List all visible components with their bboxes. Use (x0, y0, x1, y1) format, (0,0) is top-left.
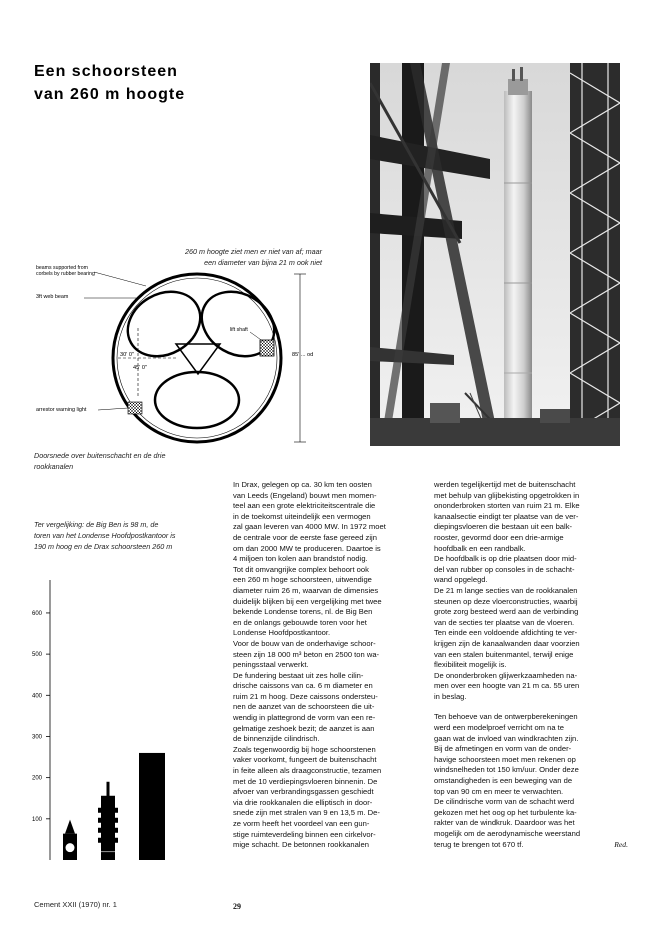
photo-caption-line-2: een diameter van bijna 21 m ook niet (204, 258, 322, 267)
y-tick-label: 500 (32, 652, 43, 659)
text-line: Ten einde een voldoende afdichting te ver- (434, 628, 578, 638)
text-line: 4 miljoen ton kolen aan brandstof nodig. (233, 554, 368, 564)
text-line: hoofdbalk en een randbalk. (434, 543, 526, 553)
text-line: werden tegelijkertijd met de buitenschacht (434, 480, 576, 489)
y-tick-label: 100 (32, 816, 43, 823)
text-line: gekozen met het oog op het turbulente ka- (434, 807, 577, 817)
text-line: mogelijk om de aerodynamische weerstand (434, 829, 581, 838)
text-line: windsnelheden tot 150 km/uur. Onder deze (434, 765, 579, 775)
article-title (34, 60, 185, 106)
big-ben-spire (65, 820, 75, 834)
text-line: een 260 m hoge schoorsteen, uitwendige (233, 575, 372, 585)
label-lift-shaft: lift shaft (230, 327, 248, 333)
text-line: zal gaan leveren van 4000 MW. In 1972 moet (233, 522, 386, 532)
post-office-mast (107, 782, 110, 798)
text-line: Ten behoeve van de ontwerpberekeningen (434, 712, 578, 722)
page-number: 29 (233, 902, 241, 911)
text-line: kanaalsectie eindigt ter plaatse van de ver- (434, 511, 579, 521)
text-line: terug te brengen tot 670 tf. Red. (434, 839, 628, 849)
diagram-caption (34, 450, 234, 472)
text-line: wand opgelegd. (434, 575, 488, 585)
text-line: teel aan een grote elektriciteitscentrale die (233, 501, 376, 511)
text-line: rooster, gevormd door een drie-armige (434, 532, 564, 542)
editor-signature: Red. (614, 839, 628, 849)
text-line: stige ruimteverdeling binnen een cirkelvor- (233, 829, 376, 839)
text-line (434, 702, 628, 712)
label-web-beam: 3ft web beam (36, 294, 69, 300)
title-line-1: Een schoorsteen (34, 63, 178, 80)
text-line: del van rubber op consoles in de schacht- (434, 564, 575, 574)
text-line: wendig in plattegrond de vorm van een re- (233, 713, 376, 723)
text-line: men over een hoogte van 21 m ca. 55 uren (434, 681, 580, 691)
text-line: van Leeds (Engeland) bouwt men momen- (233, 490, 377, 500)
text-line: steen zijn 18 000 m³ beton en 2500 ton wa- (233, 649, 380, 659)
text-line: mige schacht. De betonnen rookkanalen (233, 840, 369, 850)
y-tick-label: 600 (32, 610, 43, 617)
antenna-gallery (98, 818, 118, 823)
text-line: met behulp van glijbekisting opgetrokken in (434, 490, 580, 500)
text-line: Bij de afmetingen en vorm van de onder- (434, 744, 572, 754)
text-line: snede zijn met stralen van 9 en 13,5 m. De- (233, 808, 380, 818)
text-line: top van 90 cm en meer te verwachten. (434, 786, 564, 796)
text-line: afvoer van verbrandingsgassen geschiedt (233, 787, 374, 797)
text-line: havige schoorsteen moet men rekenen op (434, 754, 576, 764)
text-line: bekende Londense torens, nl. de Big Ben (233, 607, 373, 617)
clock-face (66, 843, 75, 852)
text-line: Voor de bouw van de onderhavige schoor- (233, 638, 376, 648)
diagram-caption-line-1: Doorsnede over buitenschacht en de drie (34, 451, 166, 460)
text-line: nen de aanzet van de schoorsteen die uit- (233, 702, 375, 712)
label-beams: beams supported from corbels by rubber bearing (36, 265, 95, 277)
diagram-caption-line-2: rookkanalen (34, 462, 74, 471)
text-line: met de 10 verdiepingsvloeren binnenin. De (233, 776, 378, 786)
text-line: flexibiliteit mogelijk is. (434, 660, 507, 670)
comparison-caption-line-2: toren van het Londense Hoofdpostkantoor is (34, 531, 176, 540)
label-30ft: 30' 0" (120, 352, 134, 358)
text-line: omstandigheden is een beweging van de (434, 776, 573, 786)
title-line-2: van 260 m hoogte (34, 86, 186, 103)
text-line: in feite alleen als draagconstructie, tezamen (233, 766, 382, 776)
text-line: gelmatige zeshoek bezit; de aanzet is aan (233, 723, 375, 733)
antenna-gallery (98, 828, 118, 833)
antenna-gallery (98, 838, 118, 843)
tower-0 (63, 820, 77, 860)
text-line: grote zorg besteed werd aan de verbinding (434, 607, 579, 617)
text-line: ze vorm heeft het voordeel van een gun- (233, 819, 370, 828)
text-line: drische caissons van ca. 6 m diameter en (233, 681, 373, 691)
text-line: gaan wat de invloed van windkrachten zijn. (434, 733, 579, 743)
text-line: van de secties ter plaatse van de vloeren. (434, 617, 575, 627)
text-line: De hoofdbalk is op drie plaatsen door mid- (434, 554, 577, 564)
text-line: rakter van de windkruk. Daardoor was het (434, 818, 575, 828)
comparison-caption-line-3: 190 m hoog en de Drax schoorsteen 260 m (34, 542, 173, 551)
text-line: en de onlangs gebouwde toren voor het (233, 617, 367, 627)
text-line: diameter ruim 26 m, waarvan de dimensies (233, 585, 379, 595)
text-line: ononderbroken storten van ruim 21 m. Elke (434, 501, 580, 511)
cross-section-diagram (36, 264, 336, 444)
comparison-caption-line-1: Ter vergelijking: de Big Ben is 98 m, de (34, 520, 159, 529)
photo-caption-line-1: 260 m hoogte ziet men er niet van af; maar (184, 247, 322, 256)
tower-bar (139, 753, 165, 860)
article-column-1 (233, 480, 425, 851)
label-arrestor: arrestor warning light (36, 407, 87, 413)
text-line: Tot dit omvangrijke complex behoort ook (233, 564, 369, 574)
text-line: In Drax, gelegen op ca. 30 km ten oosten (233, 480, 372, 489)
article-column-2 (434, 480, 628, 850)
text-line: via drie rookkanalen die elliptisch in door- (233, 797, 373, 807)
text-line: de binnenzijde cilindrisch. (233, 734, 320, 744)
antenna-gallery (98, 808, 118, 813)
label-85ft: 85' ... od (292, 352, 314, 358)
y-tick-label: 200 (32, 775, 43, 782)
y-tick-label: 300 (32, 734, 43, 741)
text-line: De ononderbroken glijwerkzaamheden na- (434, 670, 578, 680)
text-line: steunen op deze vloerconstructies, waarbij (434, 596, 578, 606)
text-line: Zoals tegenwoordig bij hoge schoorstenen (233, 744, 376, 754)
text-line: De fundering bestaat uit zes holle cilin- (233, 670, 364, 680)
text-line: duidelijk blijken bij een vergelijking met twee (233, 596, 382, 606)
text-line: van een stalen buitenmantel, terwijl enige (434, 649, 574, 659)
height-comparison-chart (30, 560, 230, 860)
text-line: werd een modelproef verricht om na te (434, 723, 565, 733)
text-line: krijgen zijn de kanaalwanden daar voorzien (434, 638, 580, 648)
journal-footer: Cement XXII (1970) nr. 1 (34, 900, 117, 909)
text-line: vaker voorkomt, fungeert de buitenschacht (233, 755, 377, 765)
text-line: in beslag. (434, 691, 467, 701)
text-line: De cilindrische vorm van de schacht werd (434, 797, 575, 807)
text-line: ruim 21 m hoog. Deze caissons ondersteu- (233, 691, 378, 701)
tower-1 (98, 782, 118, 860)
text-line: om dan 2000 MW te produceren. Daartoe is (233, 543, 381, 553)
chimney-photo (370, 63, 620, 446)
tower-2 (139, 753, 165, 860)
text-line: in de toekomst uiteindelijk een vermogen (233, 511, 371, 521)
text-line: peningsstaal verwerkt. (233, 660, 309, 670)
label-45ft: 45' 0" (133, 365, 147, 371)
y-tick-label: 400 (32, 693, 43, 700)
text-line: de centrale voor de eerste fase gereed zijn (233, 532, 377, 542)
text-line: De 21 m lange secties van de rookkanalen (434, 585, 578, 595)
text-line: diepingsvloeren die bestaan uit een balk- (434, 522, 573, 532)
comparison-caption (34, 519, 234, 552)
text-line: Londense Hoofdpostkantoor. (233, 628, 331, 638)
